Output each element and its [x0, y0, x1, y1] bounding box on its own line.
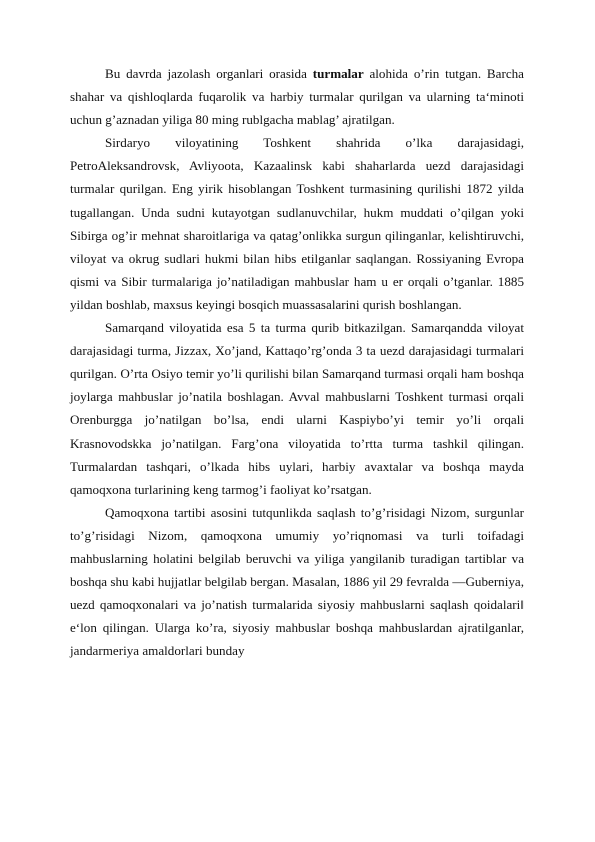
document-body [70, 62, 524, 662]
paragraph-samarqand: Samarqand viloyatida esa 5 ta turma qurib bitkazilgan. Samarqandda viloyat darajasidagi turma, Jizzax, Xo’jand, Kattaqo’rg’onda 3 ta uezd darajasidagi turmalari qurilgan. O’rta Osiyo temir yo’li qurilishi bilan Samarqand turmasi orqali ham boshqa joylarga mahbuslar jo’natila boshlagan. Avval mahbuslarni Toshkent turmasi orqali Orenburgga jo’natilgan bo’lsa, endi ularni Kaspiybo’yi temir yo’li orqali Krasnovodskka jo’natilgan. Farg’ona viloyatida to’rtta turma tashkil qilingan. Turmalardan tashqari, o’lkada hibs uylari, harbiy avaxtalar va boshqa mayda qamoqxona turlarining keng tarmog’i faoliyat ko’rsatgan. [70, 320, 524, 497]
paragraph-qamoqxona-tartibi: Qamoqxona tartibi asosini tutqunlikda saqlash to’g’risidagi Nizom, surgunlar to’g’risidagi Nizom, qamoqxona umumiy yo’riqnomasi va turli toifadagi mahbuslarning holatini belgilab beruvchi va yiliga yangilanib turadigan tartiblar va boshqa shu kabi hujjatlar belgilab bergan. Masalan, 1886 yil 29 fevralda ―Guberniya, uezd qamoqxonalari va jo’natish turmalarida siyosiy mahbuslarni saqlash qoidalari‖ e‘lon qilingan. Ularga ko’ra, siyosiy mahbuslar boshqa mahbuslardan ajratilganlar, jandarmeriya amaldorlari bunday [70, 504, 524, 659]
paragraph-text: Bu davrda jazolash organlari orasida [105, 66, 313, 81]
paragraph-turmalar-intro [70, 62, 524, 131]
bold-term-turmalar: turmalar [312, 66, 364, 81]
paragraph-sirdaryo: Sirdaryo viloyatining Toshkent shahrida o’lka darajasidagi, PetroAleksandrovsk, Avliyoota, Kazaalinsk kabi shaharlarda uezd darajasidagi turmalar qurilgan. Eng yirik hisoblangan Toshkent turmasining qurilishi 1872 yilda tugallangan. Unda sudni kutayotgan sudlanuvchilar, hukm muddati o’qilgan yoki Sibirga og’ir mehnat sharoitlariga va qatag’onlikka surgun qilinganlar, kelishtiruvchi, viloyat va okrug sudlari hukmi bilan hibs etilganlar saqlangan. Rossiyaning Evropa qismi va Sibir turmalariga jo’natiladigan mahbuslar ham u er orqali o’tganlar. 1885 yildan boshlab, maxsus keyingi bosqich muassasalarini qurish boshlangan. [70, 135, 524, 312]
paragraph-text: alohida o’rin tutgan. Barcha shahar va qishloqlarda fuqarolik va harbiy turmalar qurilgan va ularning ta‘minoti uchun g’aznadan yiliga 80 ming rublgacha mablag’ ajratilgan. [70, 66, 524, 128]
